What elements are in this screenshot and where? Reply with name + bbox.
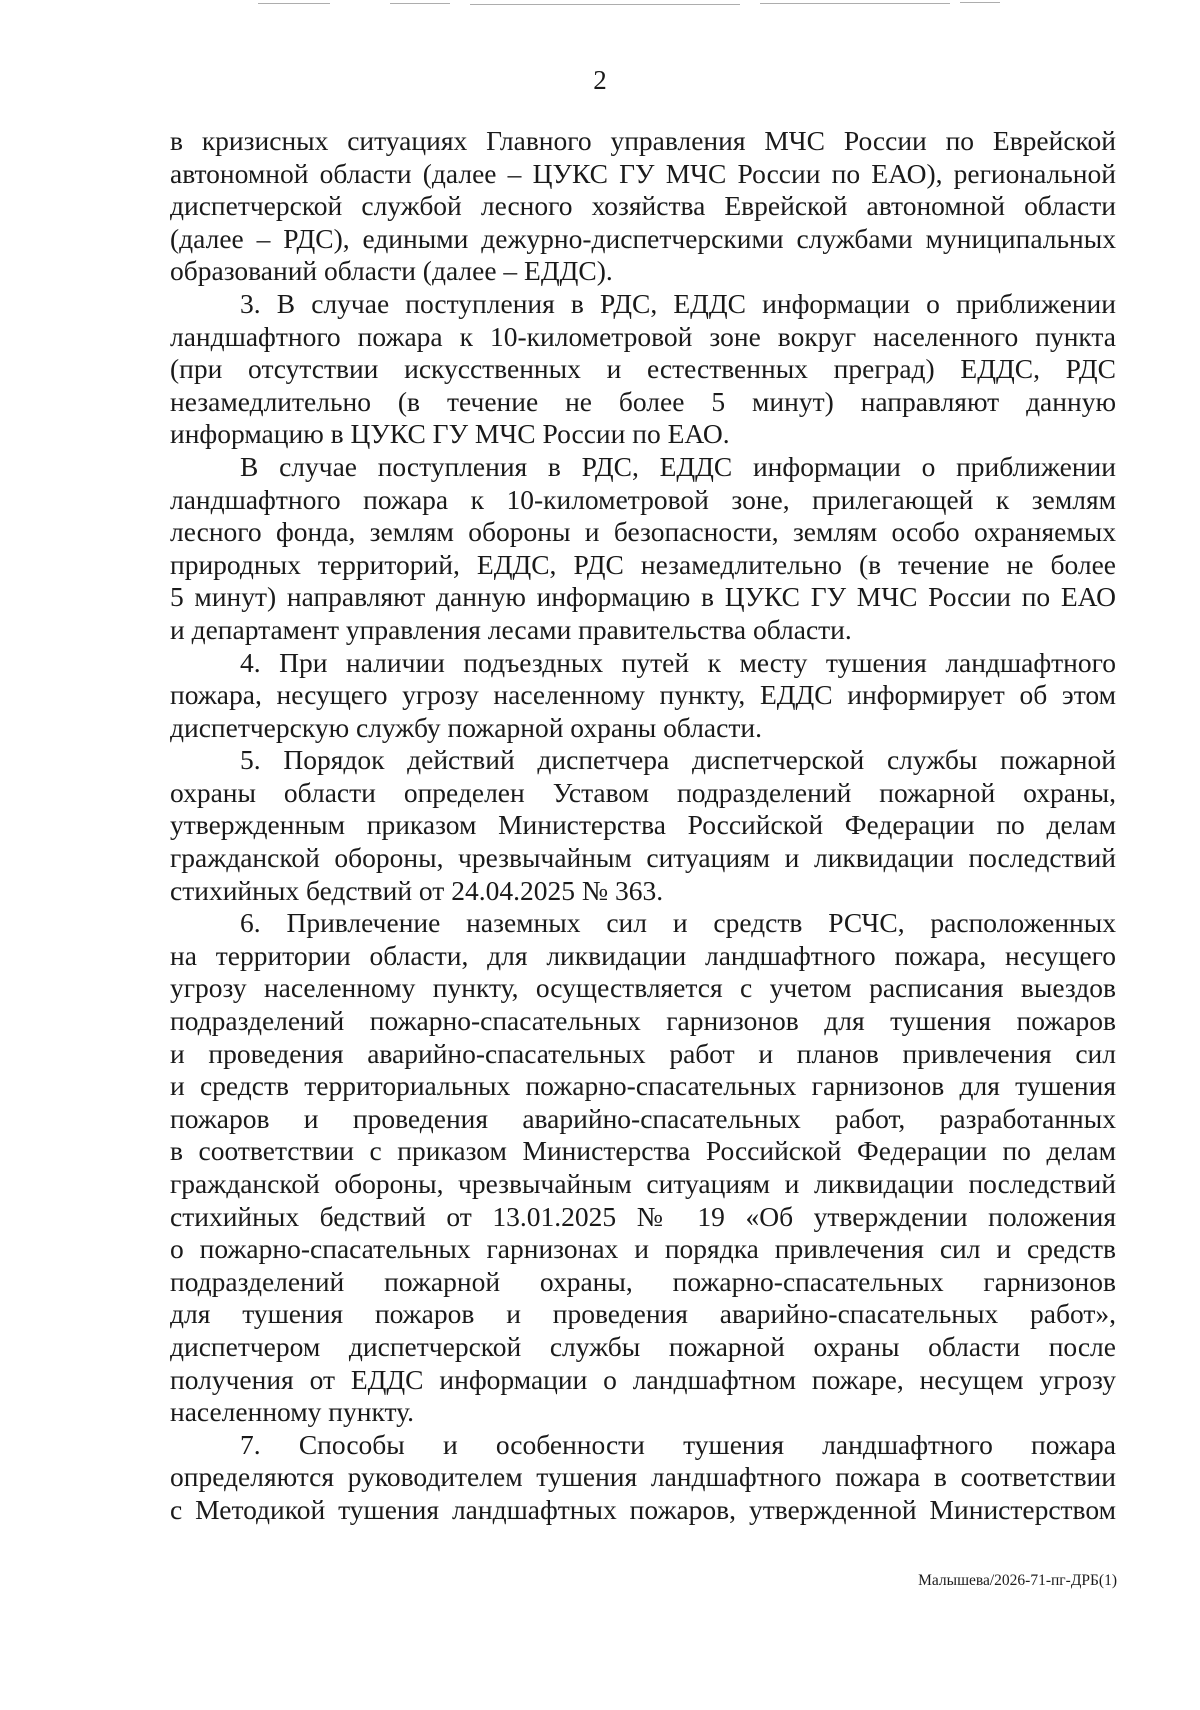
text-line: ландшафтного пожара к 10-километровой зоне, прилегающей к землям <box>170 483 1116 515</box>
text-line: пожара, несущего угрозу населенному пункту, ЕДДС информирует об этом <box>170 679 1116 711</box>
text-line: для тушения пожаров и проведения аварийно-спасательных работ», <box>170 1298 1116 1330</box>
text-line: стихийных бедствий от 24.04.2025 № 363. <box>170 874 664 906</box>
text-line: природных территорий, ЕДДС, РДС незамедлительно (в течение не более <box>170 548 1116 580</box>
paragraph <box>170 647 1116 745</box>
scan-top-edge <box>0 0 1200 14</box>
text-line: с Методикой тушения ландшафтных пожаров, утвержденной Министерством <box>170 1493 1116 1525</box>
text-line: населенному пункту. <box>170 1396 414 1428</box>
paragraph <box>170 451 1116 647</box>
text-line: незамедлительно (в течение не более 5 минут) направляют данную <box>170 385 1116 417</box>
text-line: утвержденным приказом Министерства Российской Федерации по делам <box>170 809 1116 841</box>
text-line: и проведения аварийно-спасательных работ и планов привлечения сил <box>170 1037 1116 1069</box>
text-line: образований области (далее – ЕДДС). <box>170 255 613 287</box>
text-line: 3. В случае поступления в РДС, ЕДДС информации о приближении <box>240 287 1116 319</box>
paragraph <box>170 125 1116 288</box>
text-line: подразделений пожарной охраны, пожарно-спасательных гарнизонов <box>170 1265 1116 1297</box>
paragraph <box>170 907 1116 1429</box>
text-line: 4. При наличии подъездных путей к месту тушения ландшафтного <box>240 646 1116 678</box>
text-line: охраны области определен Уставом подразделений пожарной охраны, <box>170 776 1116 808</box>
text-line: в кризисных ситуациях Главного управления МЧС России по Еврейской <box>170 125 1116 156</box>
text-line: диспетчером диспетчерской службы пожарной охраны области после <box>170 1330 1116 1362</box>
text-line: в соответствии с приказом Министерства Российской Федерации по делам <box>170 1135 1116 1167</box>
text-line: 6. Привлечение наземных сил и средств РСЧС, расположенных <box>240 907 1116 939</box>
text-line: пожаров и проведения аварийно-спасательных работ, разработанных <box>170 1102 1116 1134</box>
document-body <box>170 125 1116 1527</box>
text-line: 5 минут) направляют данную информацию в ЦУКС ГУ МЧС России по ЕАО <box>170 581 1116 613</box>
text-line: информацию в ЦУКС ГУ МЧС России по ЕАО. <box>170 418 730 450</box>
document-footer-code: Малышева/2026-71-пг-ДРБ(1) <box>918 1572 1117 1589</box>
text-line: лесного фонда, землям обороны и безопасности, землям особо охраняемых <box>170 516 1116 548</box>
text-line: угрозу населенному пункту, осуществляется с учетом расписания выездов <box>170 972 1116 1004</box>
text-line: определяются руководителем тушения ландшафтного пожара в соответствии <box>170 1461 1116 1493</box>
page-number: 2 <box>593 65 607 95</box>
text-line: на территории области, для ликвидации ландшафтного пожара, несущего <box>170 939 1116 971</box>
text-line: (далее – РДС), едиными дежурно-диспетчерскими службами муниципальных <box>170 222 1116 254</box>
paragraph <box>170 1429 1116 1527</box>
text-line: 5. Порядок действий диспетчера диспетчерской службы пожарной <box>240 744 1116 776</box>
text-line: и средств территориальных пожарно-спасательных гарнизонов для тушения <box>170 1070 1116 1102</box>
text-line: гражданской обороны, чрезвычайным ситуациям и ликвидации последствий <box>170 842 1116 874</box>
text-line: стихийных бедствий от 13.01.2025 № 19 «Об утверждении положения <box>170 1200 1116 1232</box>
paragraph <box>170 288 1116 451</box>
text-line: (при отсутствии искусственных и естественных преград) ЕДДС, РДС <box>170 353 1116 385</box>
text-line: В случае поступления в РДС, ЕДДС информации о приближении <box>240 450 1116 482</box>
text-line: ландшафтного пожара к 10-километровой зоне вокруг населенного пункта <box>170 320 1116 352</box>
text-line: автономной области (далее – ЦУКС ГУ МЧС России по ЕАО), региональной <box>170 157 1116 189</box>
text-line: получения от ЕДДС информации о ландшафтном пожаре, несущем угрозу <box>170 1363 1116 1395</box>
paragraph <box>170 744 1116 907</box>
text-line: диспетчерской службой лесного хозяйства Еврейской автономной области <box>170 190 1116 222</box>
text-line: 7. Способы и особенности тушения ландшафтного пожара <box>240 1428 1116 1460</box>
text-line: о пожарно-спасательных гарнизонах и порядка привлечения сил и средств <box>170 1233 1116 1265</box>
text-line: диспетчерскую службу пожарной охраны области. <box>170 711 762 743</box>
text-line: подразделений пожарно-спасательных гарнизонов для тушения пожаров <box>170 1005 1116 1037</box>
text-line: гражданской обороны, чрезвычайным ситуациям и ликвидации последствий <box>170 1168 1116 1199</box>
text-line: и департамент управления лесами правительства области. <box>170 613 852 645</box>
